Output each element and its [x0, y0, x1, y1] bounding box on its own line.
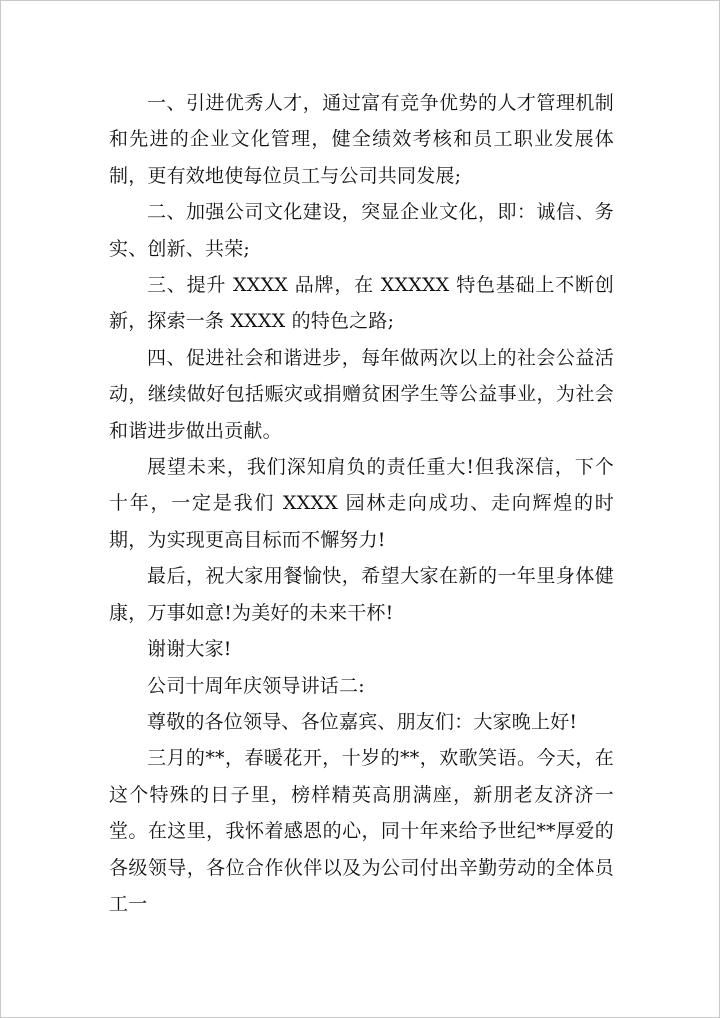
paragraph-greeting: 尊敬的各位领导、各位嘉宾、朋友们：大家晚上好! — [147, 710, 578, 733]
paragraph-brand: 三、提升 XXXX 品牌，在 XXXXX 特色基础上不断创新，探索一条 XXXX 的特色之路; — [109, 274, 614, 333]
paragraph-speech-two-heading: 公司十周年庆领导讲话二: — [147, 674, 365, 697]
paragraph-thanks: 谢谢大家! — [147, 638, 232, 661]
paragraph-talent: 一、引进优秀人才，通过富有竞争优势的人才管理机制和先进的企业文化管理，健全绩效考核和员工职业发展体制，更有效地使每位员工与公司共同发展; — [109, 92, 614, 187]
paragraph-society: 四、促进社会和谐进步，每年做两次以上的社会公益活动，继续做好包括赈灾或捐赠贫困学生等公益事业，为社会和谐进步做出贡献。 — [109, 346, 614, 442]
document-body — [109, 85, 614, 922]
paragraph-culture: 二、加强公司文化建设，突显企业文化，即：诚信、务实、创新、共荣; — [109, 201, 614, 260]
paragraph-toast: 最后，祝大家用餐愉快，希望大家在新的一年里身体健康，万事如意!为美好的未来干杯! — [109, 565, 614, 624]
paragraph-march: 三月的**，春暖花开，十岁的**，欢歌笑语。今天，在这个特殊的日子里，榜样精英高朋满座，新朋老友济济一堂。在这里，我怀着感恩的心，同十年来给予世纪**厚爱的各级领导，各位合作伙伴以及为公司付出辛勤劳动的全体员工一 — [109, 747, 614, 915]
paragraph-outlook: 展望未来，我们深知肩负的责任重大!但我深信，下个十年，一定是我们 XXXX 园林走向成功、走向辉煌的时期，为实现更高目标而不懈努力! — [109, 456, 614, 551]
